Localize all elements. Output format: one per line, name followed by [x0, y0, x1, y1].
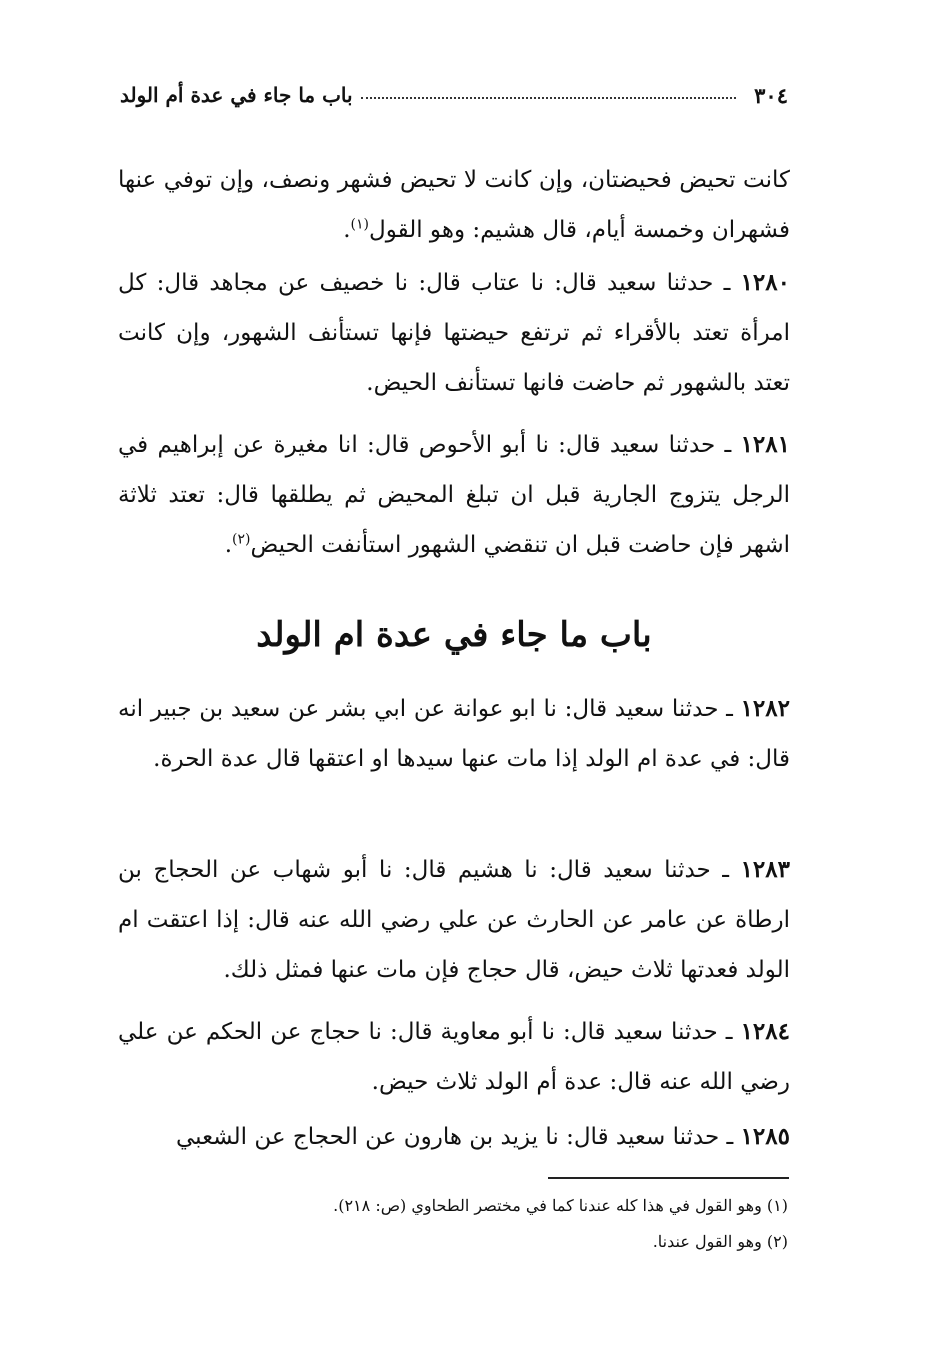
hadith-1280: [118, 258, 790, 408]
intro-text: كانت تحيض فحيضتان، وإن كانت لا تحيض فشهر ونصف، وإن توفي عنها فشهران وخمسة أيام، قال هشيم: وهو القول: [118, 167, 790, 243]
hadith-text: ـ حدثنا سعيد قال: نا يزيد بن هارون عن الحجاج عن الشعبي: [175, 1124, 734, 1150]
hadith-end: .: [224, 532, 233, 558]
page-header: [120, 78, 788, 112]
footnote-text: وهو القول عندنا.: [652, 1232, 762, 1251]
intro-paragraph: [118, 155, 790, 255]
chapter-title: باب ما جاء في عدة ام الولد: [256, 615, 652, 655]
footnote-text: وهو القول في هذا كله عندنا كما في مختصر الطحاوي (ص: ٢١٨).: [333, 1196, 762, 1215]
header-dotted-leader: [361, 97, 737, 99]
hadith-1282: [118, 684, 790, 784]
hadith-text: ـ حدثنا سعيد قال: نا ابو عوانة عن ابي بشر عن سعيد بن جبير انه قال: في عدة ام الولد إذا مات عنها سيدها او اعتقها قال عدة الحرة.: [118, 696, 790, 772]
hadith-number: ١٢٨٣: [740, 856, 790, 883]
hadith-number: ١٢٨٢: [740, 695, 790, 722]
footnote-ref-1[interactable]: (١): [350, 216, 369, 233]
page-number: ٣٠٤: [754, 82, 788, 108]
hadith-1281: [118, 420, 790, 570]
hadith-number: ١٢٨٥: [740, 1123, 790, 1150]
running-title: باب ما جاء في عدة أم الولد: [120, 83, 353, 107]
footnote-separator: [548, 1177, 789, 1179]
hadith-1284: [118, 1007, 790, 1107]
hadith-text: ـ حدثنا سعيد قال: نا أبو الأحوص قال: انا مغيرة عن إبراهيم في الرجل يتزوج الجارية قبل ان تبلغ المحيض ثم يطلقها قال: تعتد ثلاثة اشهر فإن حاضت قبل ان تنقضي الشهور استأنفت الحيض: [118, 432, 790, 558]
hadith-number: ١٢٨٤: [740, 1018, 790, 1045]
footnote-ref-2[interactable]: (٢): [232, 531, 251, 548]
footnote-mark: (١): [766, 1196, 788, 1215]
hadith-text: ـ حدثنا سعيد قال: نا هشيم قال: نا أبو شهاب عن الحجاج بن ارطاة عن عامر عن الحارث عن علي رضي الله عنه قال: إذا اعتقت ام الولد فعدتها ثلاث حيض، قال حجاج فإن مات عنها فمثل ذلك.: [118, 857, 790, 983]
footnote-2: [118, 1230, 788, 1254]
hadith-number: ١٢٨٠: [740, 269, 790, 296]
hadith-text: ـ حدثنا سعيد قال: نا أبو معاوية قال: نا حجاج عن الحكم عن علي رضي الله عنه قال: عدة أم الولد ثلاث حيض.: [118, 1019, 790, 1095]
hadith-number: ١٢٨١: [740, 431, 790, 458]
footnote-mark: (٢): [766, 1232, 788, 1251]
intro-end: .: [343, 217, 351, 243]
hadith-text: ـ حدثنا سعيد قال: نا عتاب قال: نا خصيف عن مجاهد قال: كل امرأة تعتد بالأقراء ثم ترتفع حيضتها فإنها تستأنف الشهور، وإن كانت تعتد بالشهور ثم حاضت فانها تستأنف الحيض.: [118, 270, 790, 396]
hadith-1285: [118, 1112, 790, 1162]
footnote-1: [118, 1194, 788, 1218]
hadith-1283: [118, 845, 790, 995]
